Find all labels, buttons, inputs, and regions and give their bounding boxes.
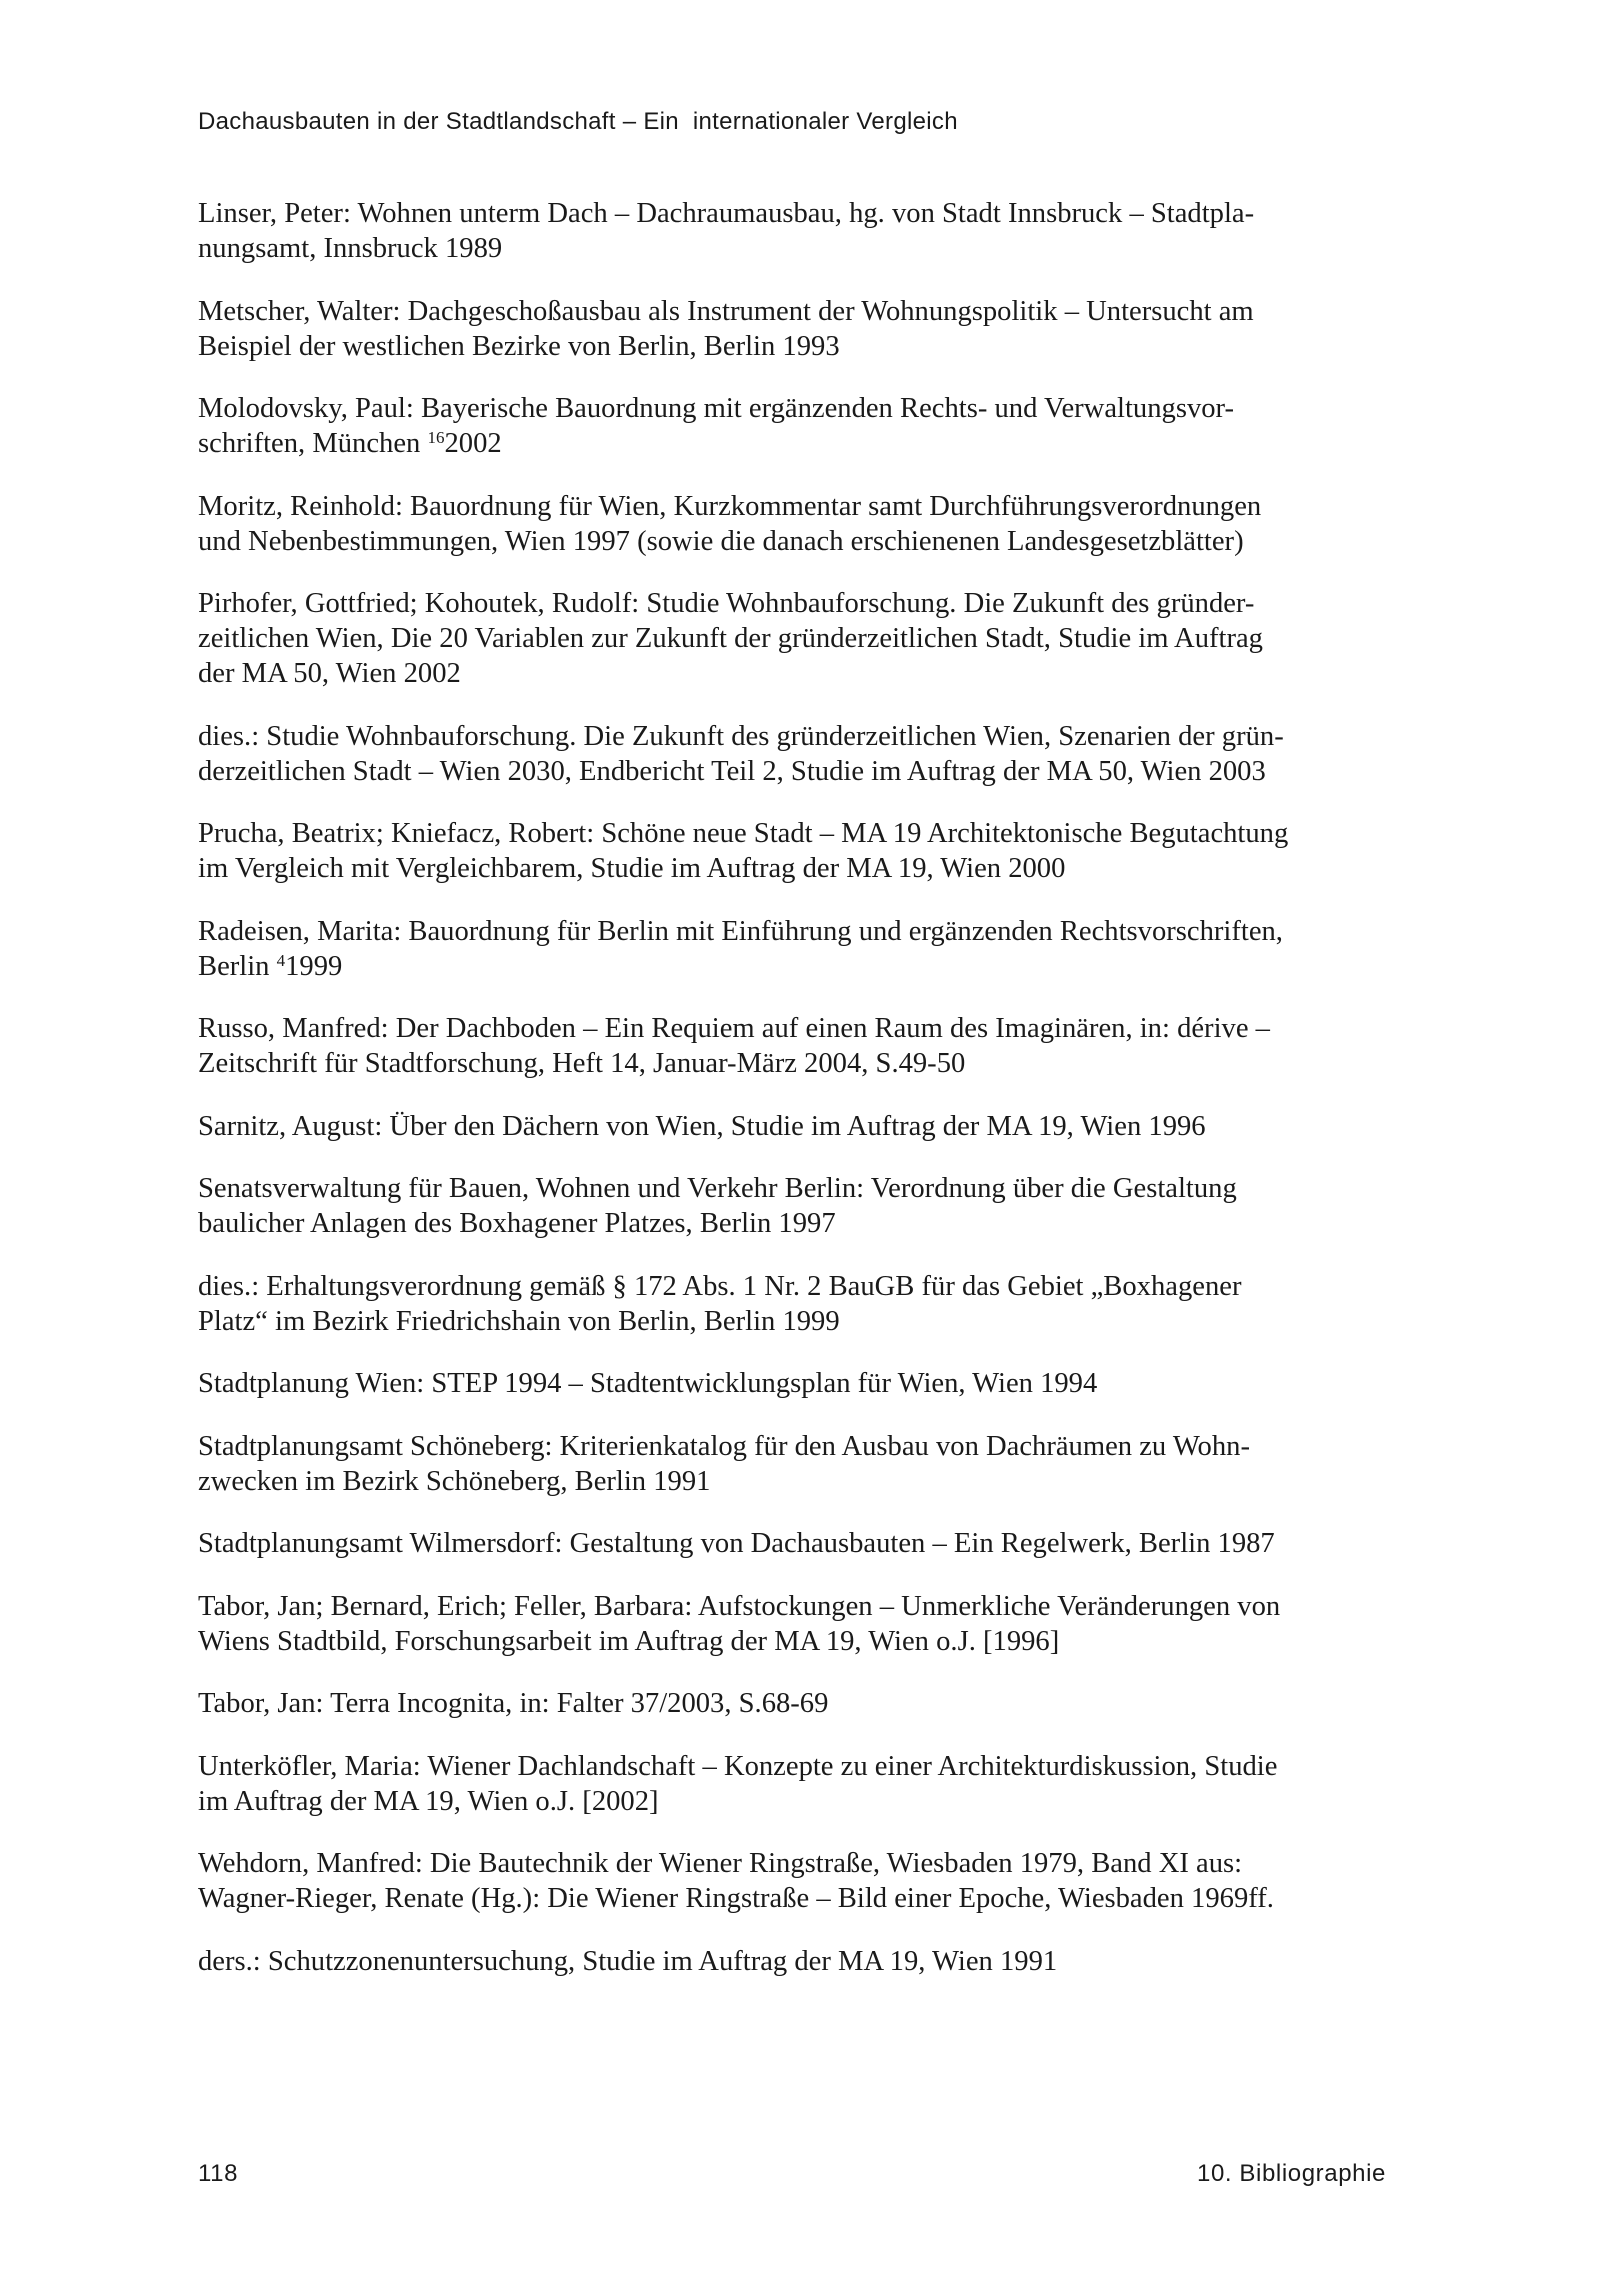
running-header: Dachausbauten in der Stadtlandschaft – Ein internationaler Vergleich [198,108,958,135]
bibliography-entry [198,1109,1388,1144]
entry-line: Stadtplanungsamt Wilmersdorf: Gestaltung von Dachausbauten – Ein Regelwerk, Berlin 1987 [198,1528,1275,1559]
bibliography-entry [198,1526,1388,1561]
bibliography-entry [198,391,1388,461]
page-number: 118 [198,2160,239,2187]
bibliography-entry [198,1429,1388,1499]
entry-line: dies.: Erhaltungsverordnung gemäß § 172 Abs. 1 Nr. 2 BauGB für das Gebiet „Boxhagener [198,1270,1242,1302]
entry-line: der MA 50, Wien 2002 [198,658,461,689]
bibliography-entry [198,196,1388,266]
entry-line: im Vergleich mit Vergleichbarem, Studie im Auftrag der MA 19, Wien 2000 [198,853,1066,884]
entry-line: Tabor, Jan; Bernard, Erich; Feller, Barbara: Aufstockungen – Unmerkliche Veränderungen von [198,1590,1281,1622]
bibliography-entry [198,1011,1388,1081]
bibliography-entry [198,1944,1388,1979]
entry-line: Wiens Stadtbild, Forschungsarbeit im Auftrag der MA 19, Wien o.J. [1996] [198,1625,1060,1657]
entry-line: baulicher Anlagen des Boxhagener Platzes, Berlin 1997 [198,1208,836,1239]
bibliography-entry [198,914,1388,984]
chapter-title: 10. Bibliographie [1197,2160,1386,2187]
bibliography-entry [198,1749,1388,1819]
bibliography-entry [198,586,1388,691]
entry-line: derzeitlichen Stadt – Wien 2030, Endbericht Teil 2, Studie im Auftrag der MA 50, Wien 2003 [198,755,1266,787]
entry-line: Moritz, Reinhold: Bauordnung für Wien, Kurzkommentar samt Durchführungsverordnungen [198,490,1262,522]
entry-line: dies.: Studie Wohnbauforschung. Die Zukunft des gründerzeitlichen Wien, Szenarien der grün- [198,720,1284,752]
entry-line: Metscher, Walter: Dachgeschoßausbau als Instrument der Wohnungspolitik – Untersucht am [198,295,1254,327]
bibliography-entry [198,1269,1388,1339]
entry-line: Prucha, Beatrix; Kniefacz, Robert: Schöne neue Stadt – MA 19 Architektonische Begutachtung [198,818,1289,849]
bibliography-entry [198,294,1388,364]
edition-superscript: 4 [276,950,286,970]
entry-line: ders.: Schutzzonenuntersuchung, Studie im Auftrag der MA 19, Wien 1991 [198,1945,1058,1977]
bibliography-entry [198,1589,1388,1659]
edition-superscript: 16 [427,428,445,447]
entry-line: im Auftrag der MA 19, Wien o.J. [2002] [198,1785,659,1817]
entry-line: Senatsverwaltung für Bauen, Wohnen und Verkehr Berlin: Verordnung über die Gestaltung [198,1173,1237,1204]
bibliography-entry [198,1846,1388,1916]
entry-line: Radeisen, Marita: Bauordnung für Berlin mit Einführung und ergänzenden Rechtsvorschriften, [198,915,1283,947]
entry-line: Wagner-Rieger, Renate (Hg.): Die Wiener Ringstraße – Bild einer Epoche, Wiesbaden 1969ff. [198,1883,1274,1914]
entry-line: Wehdorn, Manfred: Die Bautechnik der Wiener Ringstraße, Wiesbaden 1979, Band XI aus: [198,1848,1243,1879]
entry-line: Unterköfler, Maria: Wiener Dachlandschaft – Konzepte zu einer Architekturdiskussion, Studie [198,1750,1278,1782]
bibliography-entry [198,489,1388,559]
entry-line: Linser, Peter: Wohnen unterm Dach – Dachraumausbau, hg. von Stadt Innsbruck – Stadtpla- [198,198,1255,229]
entry-line: Tabor, Jan: Terra Incognita, in: Falter 37/2003, S.68-69 [198,1688,829,1719]
entry-year: 2002 [444,428,502,459]
entry-line: Platz“ im Bezirk Friedrichshain von Berlin, Berlin 1999 [198,1305,840,1337]
entry-line: schriften, München [198,428,428,459]
entry-line: nungsamt, Innsbruck 1989 [198,233,503,264]
entry-line: Stadtplanungsamt Schöneberg: Kriterienkatalog für den Ausbau von Dachräumen zu Wohn- [198,1430,1250,1462]
entry-line: Pirhofer, Gottfried; Kohoutek, Rudolf: Studie Wohnbauforschung. Die Zukunft des gründer- [198,588,1255,619]
entry-line: Beispiel der westlichen Bezirke von Berlin, Berlin 1993 [198,330,840,362]
bibliography-entry [198,719,1388,789]
entry-year: 1999 [285,950,343,982]
entry-line: Molodovsky, Paul: Bayerische Bauordnung mit ergänzenden Rechts- und Verwaltungsvor- [198,393,1235,424]
entry-line: Zeitschrift für Stadtforschung, Heft 14, Januar-März 2004, S.49-50 [198,1048,966,1079]
entry-line: und Nebenbestimmungen, Wien 1997 (sowie die danach erschienenen Landesgesetzblätter) [198,525,1244,557]
entry-line: Stadtplanung Wien: STEP 1994 – Stadtentwicklungsplan für Wien, Wien 1994 [198,1368,1098,1399]
entry-line: Sarnitz, August: Über den Dächern von Wien, Studie im Auftrag der MA 19, Wien 1996 [198,1110,1206,1142]
entry-line: Berlin [198,950,277,982]
bibliography-entry [198,1366,1388,1401]
entry-line: zwecken im Bezirk Schöneberg, Berlin 1991 [198,1465,711,1497]
bibliography-entry [198,1686,1388,1721]
bibliography-list [198,196,1388,2006]
bibliography-entry [198,816,1388,886]
entry-line: Russo, Manfred: Der Dachboden – Ein Requiem auf einen Raum des Imaginären, in: dérive – [198,1013,1270,1044]
entry-line: zeitlichen Wien, Die 20 Variablen zur Zukunft der gründerzeitlichen Stadt, Studie im Auftrag [198,623,1263,654]
bibliography-entry [198,1171,1388,1241]
